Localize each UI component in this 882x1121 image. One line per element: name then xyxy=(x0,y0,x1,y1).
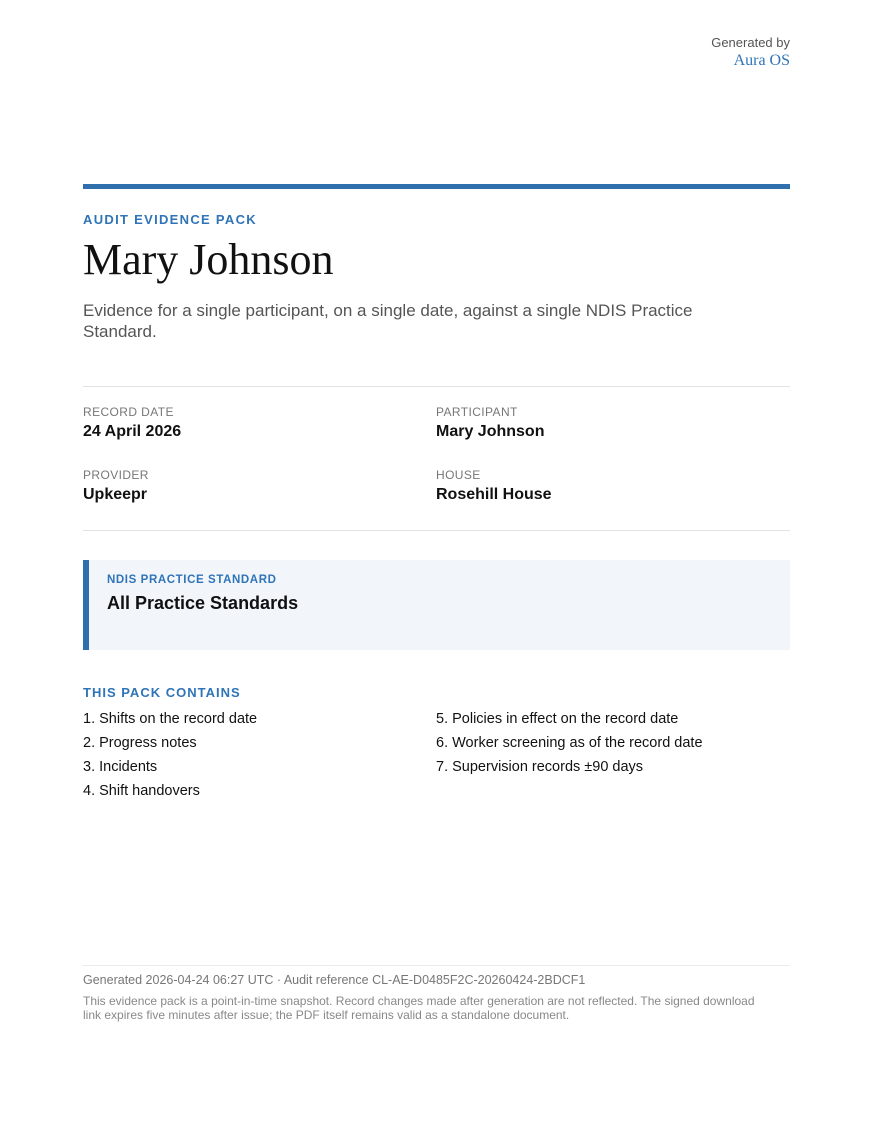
field-house xyxy=(436,468,552,504)
standard-label: NDIS PRACTICE STANDARD xyxy=(107,574,277,586)
field-record-date xyxy=(83,405,181,441)
brand-name: Aura OS xyxy=(733,52,790,69)
list-item: 4. Shift handovers xyxy=(83,783,200,799)
list-item: 7. Supervision records ±90 days xyxy=(436,759,644,775)
contents-list-left xyxy=(83,707,257,803)
field-value: Rosehill House xyxy=(436,486,552,503)
field-value: Mary Johnson xyxy=(436,423,545,440)
generated-by-label: Generated by xyxy=(711,35,790,50)
field-value: Upkeepr xyxy=(83,486,148,503)
field-value: 24 April 2026 xyxy=(83,423,182,440)
field-provider xyxy=(83,468,149,504)
list-item: 5. Policies in effect on the record date xyxy=(436,711,679,727)
contents-list-right xyxy=(436,707,703,779)
footer-divider xyxy=(83,965,790,966)
field-label: PROVIDER xyxy=(83,468,149,482)
divider xyxy=(83,386,790,387)
list-item: 3. Incidents xyxy=(83,759,158,775)
standard-value: All Practice Standards xyxy=(107,593,299,613)
field-label: HOUSE xyxy=(436,468,481,482)
list-item: 1. Shifts on the record date xyxy=(83,711,258,727)
generation-info: Generated 2026-04-24 06:27 UTC · Audit reference CL-AE-D0485F2C-20260424-2BDCF1 xyxy=(83,973,586,987)
subtitle: Evidence for a single participant, on a single date, against a single NDIS Practice Standard. xyxy=(83,301,693,341)
document-type: AUDIT EVIDENCE PACK xyxy=(83,212,257,227)
divider xyxy=(83,530,790,531)
contents-heading: THIS PACK CONTAINS xyxy=(83,685,241,700)
generated-by xyxy=(711,35,790,70)
field-participant xyxy=(436,405,544,441)
practice-standard-callout xyxy=(83,560,790,650)
field-label: RECORD DATE xyxy=(83,405,174,419)
disclaimer: This evidence pack is a point-in-time snapshot. Record changes made after generation are not reflected. The signed download link expires five minutes after issue; the PDF itself remains valid as a standalone document. xyxy=(83,994,755,1022)
header-rule xyxy=(83,184,790,189)
field-label: PARTICIPANT xyxy=(436,405,518,419)
list-item: 2. Progress notes xyxy=(83,735,197,751)
page-title: Mary Johnson xyxy=(83,235,334,284)
list-item: 6. Worker screening as of the record date xyxy=(436,735,703,751)
